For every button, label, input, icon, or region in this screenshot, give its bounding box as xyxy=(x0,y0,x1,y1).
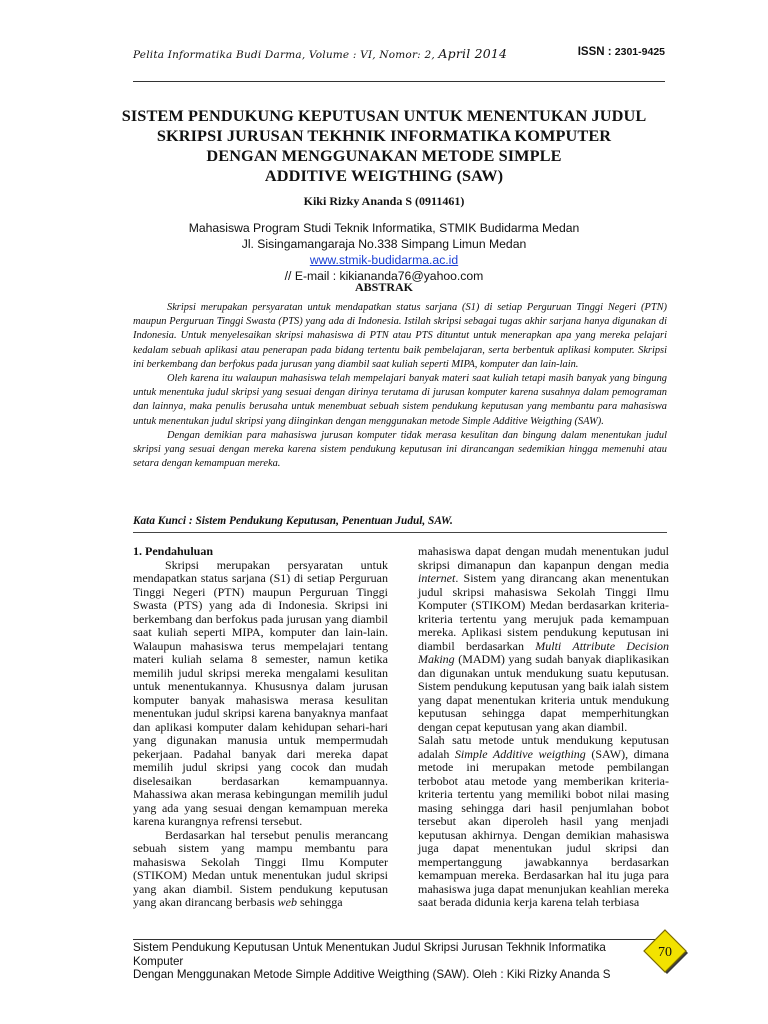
issue-date: April 2014 xyxy=(438,46,508,61)
keywords-rule xyxy=(133,532,667,533)
running-header xyxy=(133,44,665,66)
body-paragraph: Berdasarkan hal tersebut penulis merancang sebuah sistem yang mampu membantu para mahasiswa Sekolah Tinggi Ilmu Komputer (STIKOM) Medan untuk menentukan judul skripsi yang akan diambil. Sistem pendukung keputusan yang akan dirancang berbasis web sehingga xyxy=(133,827,388,909)
paper-title xyxy=(100,106,668,186)
right-column xyxy=(418,545,669,910)
footer-line: Sistem Pendukung Keputusan Untuk Menentukan Judul Skripsi Jurusan Tekhnik Informatika Komputer xyxy=(133,941,606,968)
abstract-paragraph: Skripsi merupakan persyaratan untuk mendapatkan status sarjana (S1) di setiap Perguruan Tinggi Negeri (PTN) maupun Perguruan Tinggi Swasta (PTS) yang ada di Indonesia. Istilah skripsi sebagai tugas akhir sarjana hanya digunakan di Indonesia. Untuk menyelesaikan skripsi mahasiswa di PTN atau PTS dituntut untuk menerapkan apa yang mereka pelajari kedalam sebuah aplikasi atau penerapan pada bidang tertentu baik pembelajaran, serta berbentuk aplikasi komputer. Skripsi ini berkembang dan berfokus pada jurusan yang diambil saat kuliah seperti MIPA, komputer dan lain-lain. xyxy=(133,302,667,370)
affiliation-line: Mahasiswa Program Studi Teknik Informatika, STMIK Budidarma Medan xyxy=(188,221,580,235)
title-line: SKRIPSI JURUSAN TEKHNIK INFORMATIKA KOMPUTER xyxy=(156,126,612,145)
issn: ISSN : 2301-9425 xyxy=(577,46,665,58)
emphasis-web: web xyxy=(277,895,297,909)
body-paragraph: Skripsi merupakan persyaratan untuk mendapatkan status sarjana (S1) di setiap Perguruan Tinggi Negeri (PTN) maupun Perguruan Tinggi Swasta (PTS) yang ada di Indonesia. Skripsi ini berkembang dan berfokus pada jurusan yang diambil saat kuliah seperti MIPA, komputer dan lain-lain. Walaupun mahasiswa terus mempelajari tentang materi kuliah selama 8 semester, namun ketika memilih judul skripsi mereka mengalami kesulitan untuk menentukannya. Khususnya dalam jurusan komputer banyak mahasiswa merasa kesulitan menentukan judul skripsi karena banyaknya manfaat dan aplikasi komputer dalam kehidupan sehari-hari yang digunakan manusia untuk mempermudah pekerjaan. Padahal banyak dari mereka dapat memilih judul skripsi yang cocok dan mudah diselesaikan berdasarkan kemampuannya. Mahassiwa akan merasa kebingungan memilih judul yang ada yang sesuai dengan kemampuan mereka karena kurangnya refrensi tersebut. xyxy=(133,557,388,828)
left-column xyxy=(133,545,388,910)
page-number-badge xyxy=(642,928,688,974)
page-number: 70 xyxy=(658,945,672,960)
footer-line: Dengan Menggunakan Metode Simple Additive Weigthing (SAW). Oleh : Kiki Rizky Ananda S xyxy=(133,968,611,982)
abstract-paragraph: Oleh karena itu walaupun mahasiswa telah mempelajari banyak materi saat kuliah tetapi masih banyak yang bingung untuk menentuka judul skripsi yang sesuai dengan dirinya terutama di jurusan komputer karena susahnya dalam pemograman dan lainnya, maka penulis berusaha untuk menembuat sebuah sistem pendukung keputusan yang membantu para mahasiswa untuk menentukan judul skripsi yang diinginkan dengan menggunakan metode Simple Additive Weigthing (SAW). xyxy=(133,373,667,427)
affiliation xyxy=(100,220,668,284)
author-name: Kiki Rizky Ananda S (0911461) xyxy=(303,194,465,208)
title-line: SISTEM PENDUKUNG KEPUTUSAN UNTUK MENENTUKAN JUDUL xyxy=(121,106,647,125)
journal-name: Pelita Informatika Budi Darma, Volume : VI, Nomor: 2, April 2014 xyxy=(133,46,508,61)
title-line: DENGAN MENGGUNAKAN METODE SIMPLE xyxy=(206,146,562,165)
body-paragraph: Salah satu metode untuk mendukung keputusan adalah Simple Additive weigthing (SAW), dimana metode ini merupakan metode pembilangan terbobot atau metode yang memberikan kriteria-kriteria tertentu yang memiliki bobot nilai masing masing sehingga dari hasil penjumlahan bobot tersebut akan diperoleh hasil yang menjadi keputusan akhirnya. Dengan demikian mahasiswa juga dapat menentukan judul skripsi dan mempertanggung jawabkannya berdasarkan kemampuan mereka. Berdasarkan hal itu juga para mahasiswa juga dapat menunjukan keahlian mereka saat berada didunia kerja karena telah terbiasa xyxy=(418,733,669,909)
running-footer xyxy=(133,941,653,982)
keywords: Kata Kunci : Sistem Pendukung Keputusan, Penentuan Judul, SAW. xyxy=(133,515,453,527)
footer-rule xyxy=(133,939,671,940)
header-rule xyxy=(133,81,665,82)
title-line: ADDITIVE WEIGTHING (SAW) xyxy=(264,166,504,185)
body-paragraph: mahasiswa dapat dengan mudah menentukan judul skripsi dimanapun dan kapanpun dengan media internet. Sistem yang dirancang akan menentukan judul skripsi mahasiswa Sekolah Tinggi Ilmu Komputer (STIKOM) Medan berdasarkan kriteria-kriteria tertentu yang merujuk pada kemampuan mereka. Aplikasi sistem pendukung keputusan ini diambil berdasarkan Multi Attribute Decision Making (MADM) yang sudah banyak diaplikasikan dan digunakan untuk mendukung suatu keputusan. Sistem pendukung keputusan yang baik ialah sistem yang dapat menentukan kriteria untuk mendukung keputusan sehingga dapat memperhitungkan dengan cepat keputusan yang akan diambil. xyxy=(418,544,669,734)
section-heading: 1. Pendahuluan xyxy=(133,544,214,558)
abstract-body xyxy=(133,301,667,471)
abstract-heading: ABSTRAK xyxy=(354,280,413,294)
address-line: Jl. Sisingamangaraja No.338 Simpang Limun Medan xyxy=(241,237,527,251)
website-link[interactable]: www.stmik-budidarma.ac.id xyxy=(309,253,459,267)
emphasis-saw: Simple Additive weigthing xyxy=(454,746,586,761)
issn-number: 2301-9425 xyxy=(614,46,665,58)
emphasis-internet: internet xyxy=(418,571,456,585)
emphasis-madm: Multi Attribute Decision Making xyxy=(418,638,669,666)
abstract-paragraph: Dengan demikian para mahasiswa jurusan komputer tidak merasa kesulitan dan bingung dalam menentukan judul skripsi yang sesuai dengan mereka karena sistem pendukung keputusan ini dirancangan sedemikian hingga memenuhi atau setara dengan kemampuan mereka. xyxy=(133,429,667,470)
email-text: // E-mail : kikiananda76@yahoo.com xyxy=(284,269,484,283)
